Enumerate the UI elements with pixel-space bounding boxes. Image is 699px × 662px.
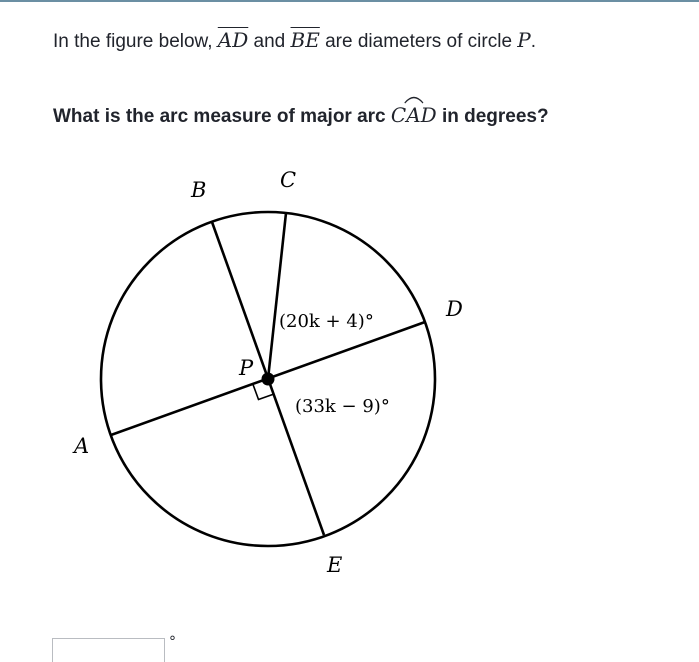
degree-unit-label: ° — [169, 634, 176, 650]
label-d: D — [446, 297, 463, 321]
label-b: B — [191, 178, 207, 202]
center-point-p — [262, 373, 275, 386]
angle-dpe-label: (33k − 9)° — [295, 396, 390, 417]
problem-connector: and — [248, 31, 291, 52]
question-prefix: What is the arc measure of major arc — [53, 106, 391, 127]
label-a: A — [74, 434, 90, 458]
segment-be: $\overline{BE}$ — [290, 28, 320, 52]
arc-cad-label: CAD — [390, 103, 437, 127]
label-e: E — [327, 553, 343, 577]
question-suffix: in degrees? — [436, 106, 549, 127]
radius-pc — [268, 213, 286, 379]
label-c: C — [280, 168, 297, 192]
problem-intro-prefix: In the figure below, — [53, 31, 218, 52]
angle-cpd-label: (20k + 4)° — [279, 311, 374, 332]
circle-name: P — [517, 28, 531, 52]
answer-input[interactable] — [52, 638, 165, 662]
segment-ad: $\overline{AD}$ — [217, 28, 249, 52]
label-p: P — [239, 356, 254, 380]
problem-intro-suffix: are diameters of circle — [319, 31, 518, 52]
problem-end-punct: . — [530, 31, 537, 52]
